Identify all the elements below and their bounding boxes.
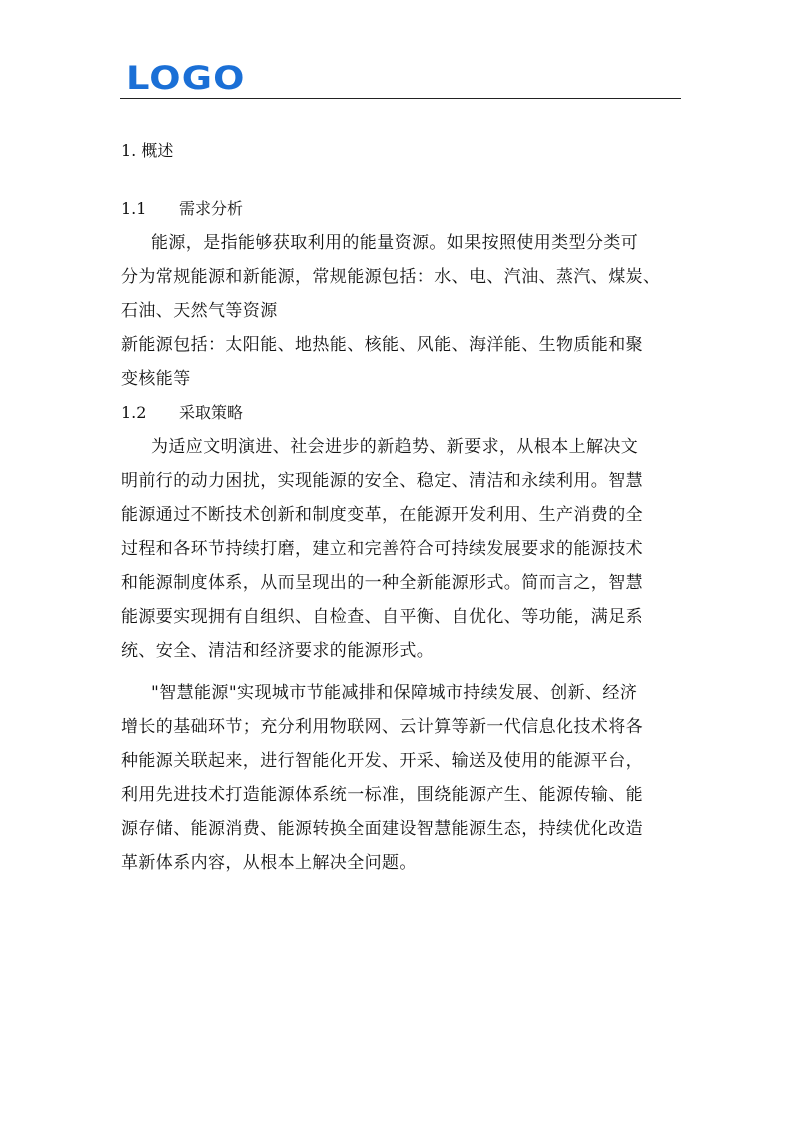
paragraph-line: 利用先进技术打造能源体系统一标准，围绕能源产生、能源传输、能 (121, 785, 643, 805)
paragraph-line: 和能源制度体系，从而呈现出的一种全新能源形式。简而言之，智慧 (121, 573, 643, 593)
paragraph-line: "智慧能源"实现城市节能减排和保障城市持续发展、创新、经济 (151, 683, 638, 703)
section-1-1-number: 1.1 (121, 199, 147, 218)
paragraph-line: 明前行的动力困扰，实现能源的安全、稳定、清洁和永续利用。智慧 (121, 471, 643, 491)
paragraph-line: 源存储、能源消费、能源转换全面建设智慧能源生态，持续优化改造 (121, 819, 643, 839)
paragraph-line: 能源通过不断技术创新和制度变革，在能源开发利用、生产消费的全 (121, 505, 643, 525)
section-1-1-heading (121, 192, 681, 226)
section-1-1-paragraph-1 (121, 226, 681, 328)
paragraph-line: 新能源包括：太阳能、地热能、核能、风能、海洋能、生物质能和聚 (121, 335, 643, 355)
paragraph-line: 分为常规能源和新能源，常规能源包括：水、电、汽油、蒸汽、煤炭、 (121, 267, 661, 287)
section-1-1-paragraph-2 (121, 328, 681, 396)
paragraph-line: 增长的基础环节；充分利用物联网、云计算等新一代信息化技术将各 (121, 717, 643, 737)
paragraph-line: 统、安全、清洁和经济要求的能源形式。 (121, 641, 435, 661)
paragraph-line: 革新体系内容，从根本上解决全问题。 (121, 853, 417, 873)
section-1-2-paragraph-2 (121, 676, 681, 880)
section-1-2-title: 采取策略 (179, 403, 244, 422)
logo: LOGO (126, 59, 246, 97)
paragraph-line: 过程和各环节持续打磨，建立和完善符合可持续发展要求的能源技术 (121, 539, 643, 559)
paragraph-line: 石油、天然气等资源 (121, 301, 278, 321)
paragraph-line: 为适应文明演进、社会进步的新趋势、新要求，从根本上解决文 (151, 437, 639, 457)
paragraph-line: 变核能等 (121, 369, 191, 389)
header-divider (120, 98, 681, 99)
section-1-2-paragraph-1 (121, 430, 681, 668)
paragraph-line: 种能源关联起来，进行智能化开发、开采、输送及使用的能源平台， (121, 751, 643, 771)
document-body (121, 134, 681, 880)
spacer (121, 168, 681, 192)
paragraph-line: 能源要实现拥有自组织、自检查、自平衡、自优化、等功能，满足系 (121, 607, 643, 627)
section-1-1-title: 需求分析 (179, 199, 244, 218)
section-1-2-number: 1.2 (121, 403, 147, 422)
paragraph-line: 能源，是指能够获取利用的能量资源。如果按照使用类型分类可 (151, 233, 639, 253)
section-1-title: 1. 概述 (121, 141, 174, 160)
section-1-2-heading (121, 396, 681, 430)
spacer (121, 668, 681, 676)
